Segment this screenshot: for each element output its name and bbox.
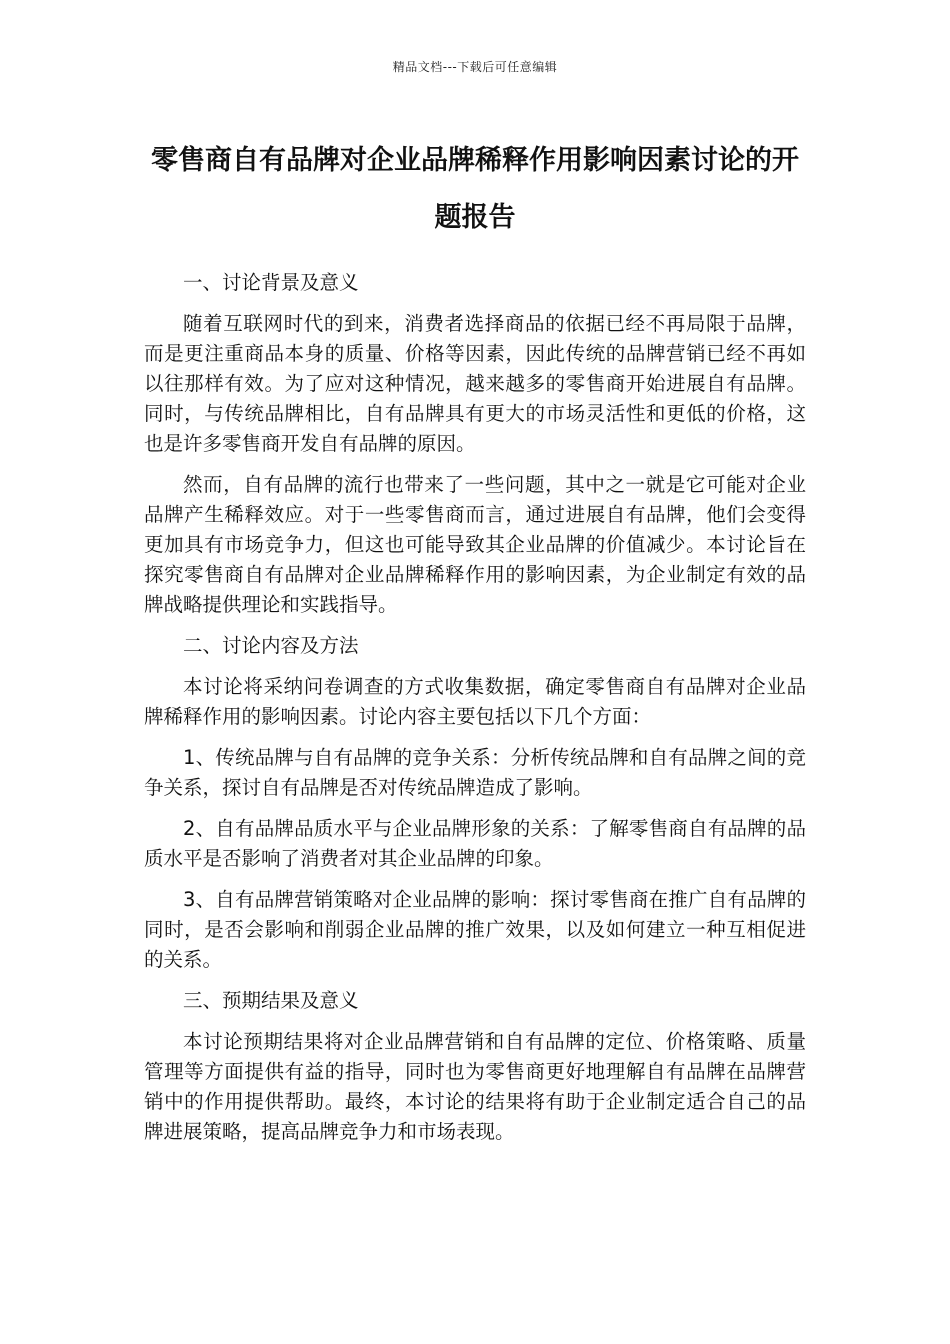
paragraph: 1、传统品牌与自有品牌的竞争关系：分析传统品牌和自有品牌之间的竞争关系，探讨自有品牌是否对传统品牌造成了影响。	[144, 746, 806, 799]
section-heading: 二、讨论内容及方法	[183, 634, 359, 657]
paragraph: 2、自有品牌品质水平与企业品牌形象的关系：了解零售商自有品牌的品质水平是否影响了消费者对其企业品牌的印象。	[144, 817, 806, 870]
paragraph: 随着互联网时代的到来，消费者选择商品的依据已经不再局限于品牌，而是更注重商品本身的质量、价格等因素，因此传统的品牌营销已经不再如以往那样有效。为了应对这种情况，越来越多的零售商开始进展自有品牌。同时，与传统品牌相比，自有品牌具有更大的市场灵活性和更低的价格，这也是许多零售商开发自有品牌的原因。	[144, 312, 806, 455]
header-note: 精品文档---下载后可任意编辑	[392, 60, 558, 74]
paragraph: 本讨论预期结果将对企业品牌营销和自有品牌的定位、价格策略、质量管理等方面提供有益的指导，同时也为零售商更好地理解自有品牌在品牌营销中的作用提供帮助。最终，本讨论的结果将有助于企业制定适合自己的品牌进展策略，提高品牌竞争力和市场表现。	[144, 1030, 806, 1143]
document-title: 零售商自有品牌对企业品牌稀释作用影响因素讨论的开题报告	[151, 145, 799, 233]
paragraph: 本讨论将采纳问卷调查的方式收集数据，确定零售商自有品牌对企业品牌稀释作用的影响因素。讨论内容主要包括以下几个方面：	[144, 675, 806, 728]
paragraph: 然而，自有品牌的流行也带来了一些问题，其中之一就是它可能对企业品牌产生稀释效应。对于一些零售商而言，通过进展自有品牌，他们会变得更加具有市场竞争力，但这也可能导致其企业品牌的价值减少。本讨论旨在探究零售商自有品牌对企业品牌稀释作用的影响因素，为企业制定有效的品牌战略提供理论和实践指导。	[144, 473, 806, 616]
document-body	[144, 268, 806, 1158]
paragraph: 3、自有品牌营销策略对企业品牌的影响：探讨零售商在推广自有品牌的同时，是否会影响和削弱企业品牌的推广效果，以及如何建立一种互相促进的关系。	[144, 888, 806, 971]
section-heading: 一、讨论背景及意义	[183, 271, 359, 294]
section-heading: 三、预期结果及意义	[183, 989, 359, 1012]
